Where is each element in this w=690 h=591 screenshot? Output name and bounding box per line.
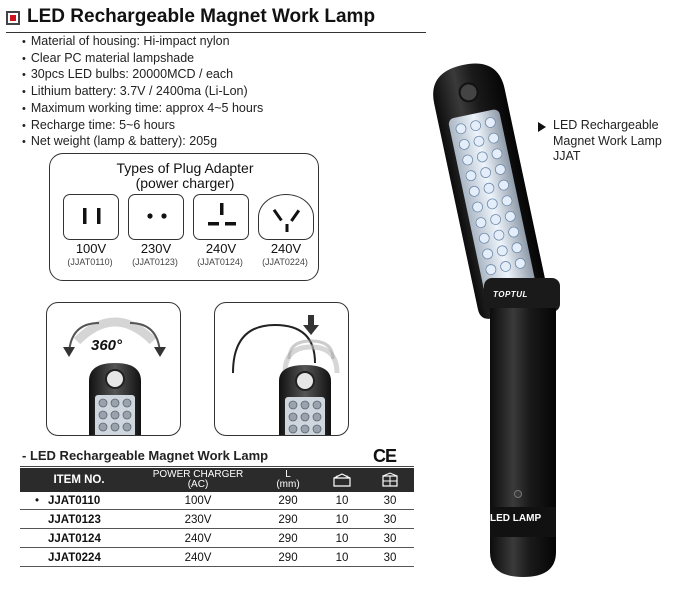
eu-plug-icon bbox=[128, 194, 184, 240]
table-title: - LED Rechargeable Magnet Work Lamp bbox=[22, 448, 269, 463]
plug-voltage: 100V bbox=[75, 241, 107, 256]
spec-item: • Material of housing: Hi-impact nylon bbox=[22, 34, 352, 51]
row-bullet: • bbox=[34, 495, 40, 507]
plug-voltage: 240V bbox=[270, 241, 302, 256]
rotation-label: 360° bbox=[91, 337, 123, 354]
row-charger: 100V bbox=[184, 495, 212, 507]
row-carton: 30 bbox=[383, 514, 397, 526]
row-bullet bbox=[32, 511, 42, 529]
table-row bbox=[20, 549, 414, 567]
header-charger-line2: (AC) bbox=[187, 479, 209, 490]
header-length-line1: L bbox=[285, 469, 291, 480]
table-row bbox=[20, 492, 414, 510]
inner-box-icon bbox=[318, 468, 366, 492]
spec-item: • Clear PC material lampshade bbox=[22, 51, 352, 68]
row-length: 290 bbox=[278, 533, 298, 545]
spec-item: • Lithium battery: 3.7V / 2400ma (Li-Lon) bbox=[22, 84, 352, 101]
spec-item: • Net weight (lamp & battery): 205g bbox=[22, 134, 352, 151]
row-carton: 30 bbox=[383, 533, 397, 545]
row-charger: 240V bbox=[184, 533, 212, 545]
plug-adapter-panel bbox=[49, 153, 319, 281]
plug-adapter-title bbox=[50, 161, 320, 191]
row-length: 290 bbox=[278, 514, 298, 526]
title-divider bbox=[6, 32, 426, 33]
row-inner: 10 bbox=[335, 533, 349, 545]
spec-list bbox=[22, 34, 352, 151]
row-item-no: JJAT0123 bbox=[48, 514, 101, 526]
spec-item: • Maximum working time: approx 4~5 hours bbox=[22, 101, 352, 118]
spec-item: • 30pcs LED bulbs: 20000MCD / each bbox=[22, 67, 352, 84]
row-inner: 10 bbox=[335, 552, 349, 564]
rotating-lamp-illustration bbox=[47, 303, 181, 436]
au-plug-icon bbox=[258, 194, 314, 240]
plug-title-line1: Types of Plug Adapter bbox=[116, 160, 254, 176]
plug-voltage: 230V bbox=[140, 241, 172, 256]
header-power-charger bbox=[138, 468, 258, 492]
table-title-divider bbox=[20, 466, 414, 467]
caption-line1: LED Rechargeable bbox=[553, 118, 659, 132]
product-caption bbox=[537, 118, 687, 165]
plug-code: (JJAT0224) bbox=[262, 257, 308, 267]
plug-voltage: 240V bbox=[205, 241, 237, 256]
header-item-no: ITEM NO. bbox=[53, 474, 105, 486]
caption-code: JJAT bbox=[553, 149, 581, 163]
plug-title-line2: (power charger) bbox=[135, 175, 235, 191]
row-item-no: JJAT0124 bbox=[48, 533, 101, 545]
hook-feature-panel bbox=[214, 302, 349, 436]
title-marker-icon bbox=[6, 11, 20, 25]
hook-lamp-illustration bbox=[215, 303, 349, 436]
uk-plug-icon bbox=[193, 194, 249, 240]
row-item-no: JJAT0224 bbox=[48, 552, 101, 564]
row-charger: 240V bbox=[184, 552, 212, 564]
spec-item: • Recharge time: 5~6 hours bbox=[22, 118, 352, 135]
page-title: LED Rechargeable Magnet Work Lamp bbox=[27, 6, 376, 27]
table-header bbox=[20, 468, 414, 492]
row-carton: 30 bbox=[383, 552, 397, 564]
plug-code: (JJAT0123) bbox=[132, 257, 178, 267]
header-length-line2: (mm) bbox=[276, 479, 300, 490]
row-inner: 10 bbox=[335, 495, 349, 507]
carton-icon bbox=[366, 468, 414, 492]
row-inner: 10 bbox=[335, 514, 349, 526]
plug-code: (JJAT0110) bbox=[67, 257, 113, 267]
table-row bbox=[20, 511, 414, 529]
table-row bbox=[20, 530, 414, 548]
page-header bbox=[6, 6, 426, 32]
row-carton: 30 bbox=[383, 495, 397, 507]
us-plug-icon bbox=[63, 194, 119, 240]
plug-code: (JJAT0124) bbox=[197, 257, 243, 267]
row-charger: 230V bbox=[184, 514, 212, 526]
row-bullet bbox=[32, 549, 42, 567]
header-length bbox=[258, 468, 318, 492]
header-charger-line1: POWER CHARGER bbox=[152, 469, 244, 480]
row-length: 290 bbox=[278, 495, 298, 507]
ce-mark-icon: CE bbox=[373, 446, 397, 466]
caption-line2: Magnet Work Lamp bbox=[553, 133, 662, 148]
row-bullet bbox=[32, 530, 42, 548]
row-item-no: JJAT0110 bbox=[48, 495, 101, 507]
rotation-feature-panel bbox=[46, 302, 181, 436]
lamp-label: LED LAMP bbox=[490, 513, 542, 524]
brand-logo: TOPTUL bbox=[493, 290, 528, 299]
row-length: 290 bbox=[278, 552, 298, 564]
